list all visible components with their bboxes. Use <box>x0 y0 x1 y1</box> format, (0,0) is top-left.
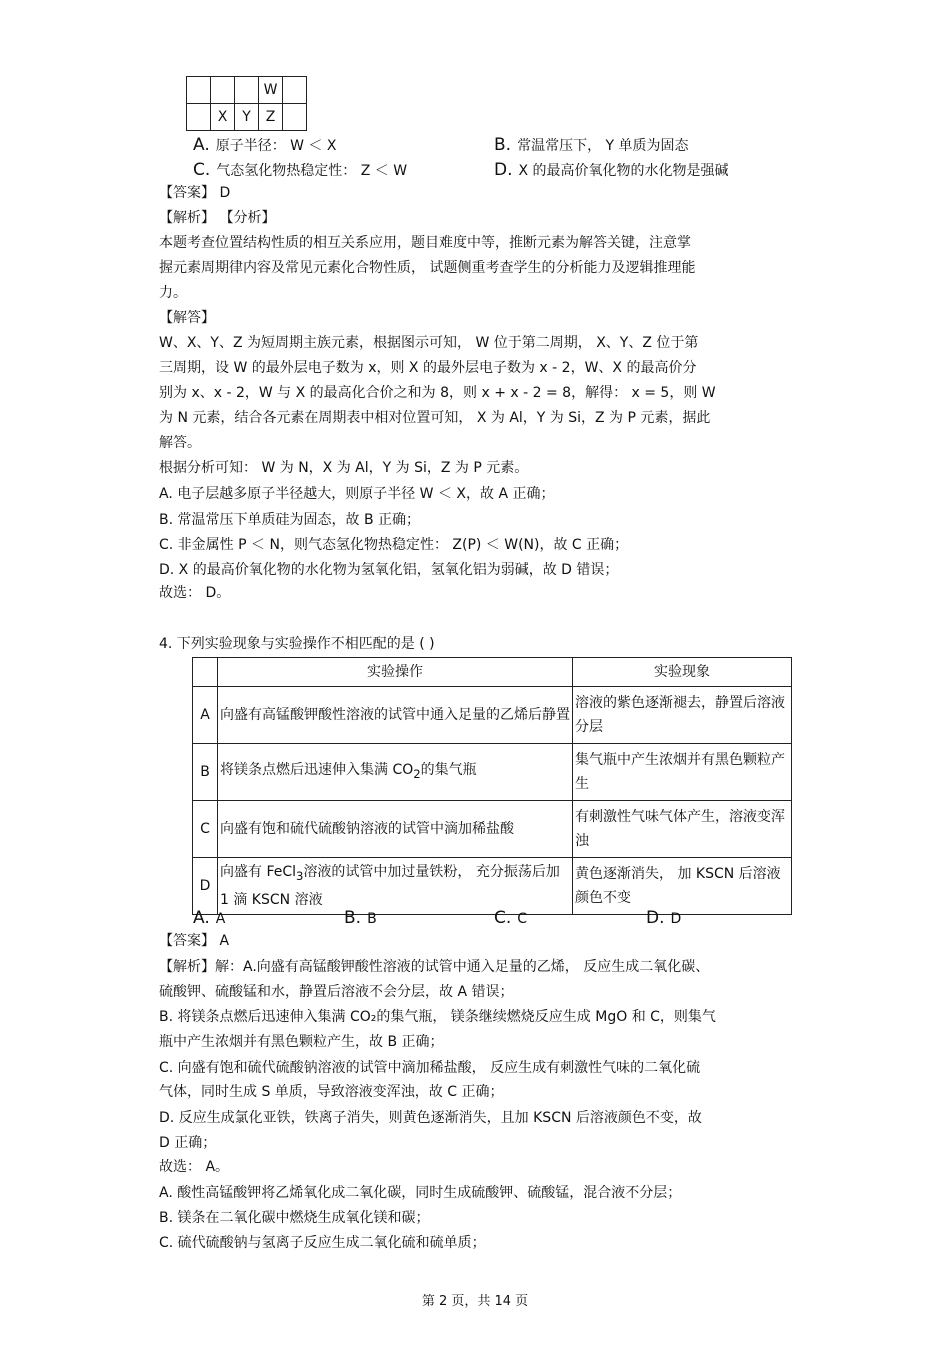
q3-line: D. X 的最高价氧化物的水化物为氢氧化铝，氢氧化铝为弱碱，故 D 错误； <box>159 562 619 578</box>
table-row <box>193 687 792 744</box>
q3-line: 握元素周期律内容及常见元素化合物性质， 试题侧重考查学生的分析能力及逻辑推理能 <box>159 260 696 276</box>
q3-option-c <box>193 160 407 181</box>
row-key: B <box>193 744 218 801</box>
option-text: X 的最高价氧化物的水化物是强碱 <box>518 163 729 179</box>
grid-cell: W <box>259 77 283 104</box>
operation-cell <box>218 858 573 915</box>
option-letter: C. <box>193 160 211 180</box>
q3-line: A. 电子层越多原子半径越大，则原子半径 W ＜ X，故 A 正确； <box>159 486 555 502</box>
q3-line: 【解答】 <box>159 310 215 326</box>
q4-line: C. 硫代硫酸钠与氢离子反应生成二氧化硫和硫单质； <box>159 1235 486 1251</box>
option-letter: B. <box>494 135 512 155</box>
table-row <box>193 801 792 858</box>
operation-cell: 向盛有饱和硫代硫酸钠溶液的试管中滴加稀盐酸 <box>218 801 573 858</box>
q3-analysis-head: 【解析】 【分析】 <box>159 210 276 226</box>
q4-answer: 【答案】 A <box>159 933 230 949</box>
option-letter: D. <box>494 160 513 180</box>
q3-line: 解答。 <box>159 435 201 451</box>
option-text: D <box>670 911 682 927</box>
table-row <box>193 858 792 915</box>
grid-cell <box>283 104 307 131</box>
experiment-table <box>192 657 792 915</box>
q4-line: 故选： A。 <box>159 1159 230 1175</box>
phenomenon-cell: 有刺激性气味气体产生，溶液变浑浊 <box>573 801 792 858</box>
subscript: 2 <box>413 766 421 781</box>
q4-option-a <box>193 908 225 929</box>
q3-option-d <box>494 160 729 181</box>
q4-line: C. 向盛有饱和硫代硫酸钠溶液的试管中滴加稀盐酸， 反应生成有刺激性气味的二氧化硫 <box>159 1060 701 1076</box>
q3-line: 根据分析可知： W 为 N，X 为 Al，Y 为 Si，Z 为 P 元素。 <box>159 460 529 476</box>
q4-line: A. 酸性高锰酸钾将乙烯氧化成二氧化碳，同时生成硫酸钾、硫酸锰，混合液不分层； <box>159 1185 682 1201</box>
grid-cell <box>283 77 307 104</box>
option-text: 气态氢化物热稳定性： Z ＜ W <box>216 163 408 179</box>
option-letter: B. <box>344 908 362 928</box>
q3-line: C. 非金属性 P ＜ N，则气态氢化物热稳定性： Z(P) ＜ W(N)，故 C 正确； <box>159 537 629 553</box>
q4-line: D 正确； <box>159 1135 217 1151</box>
option-letter: D. <box>646 908 665 928</box>
grid-cell <box>187 104 211 131</box>
grid-cell <box>211 77 235 104</box>
phenomenon-cell: 溶液的紫色逐渐褪去，静置后溶液分层 <box>573 687 792 744</box>
phenomenon-cell: 集气瓶中产生浓烟并有黑色颗粒产生 <box>573 744 792 801</box>
table-header-cell: 实验操作 <box>218 658 573 687</box>
q3-line: 故选： D。 <box>159 585 231 601</box>
q4-stem: 4. 下列实验现象与实验操作不相匹配的是 ( ) <box>159 636 435 652</box>
option-text: A <box>215 911 226 927</box>
q4-option-b <box>344 908 377 929</box>
grid-cell: Y <box>235 104 259 131</box>
grid-cell <box>235 77 259 104</box>
q4-line: D. 反应生成氯化亚铁，铁离子消失，则黄色逐渐消失，且加 KSCN 后溶液颜色不变，故 <box>159 1110 702 1126</box>
q4-option-d <box>646 908 681 929</box>
grid-cell <box>187 77 211 104</box>
operation-cell <box>218 744 573 801</box>
q4-line: B. 镁条在二氧化碳中燃烧生成氧化镁和碳； <box>159 1210 430 1226</box>
q3-line: 别为 x、x - 2，W 与 X 的最高化合价之和为 8，则 x + x - 2 = 8，解得： x = 5，则 W <box>159 385 716 401</box>
option-text: 原子半径： W ＜ X <box>215 138 337 154</box>
phenomenon-cell: 黄色逐渐消失， 加 KSCN 后溶液颜色不变 <box>573 858 792 915</box>
q3-line: W、X、Y、Z 为短周期主族元素，根据图示可知， W 位于第二周期， X、Y、Z 位于第 <box>159 335 699 351</box>
option-letter: A. <box>193 908 210 928</box>
option-text: 常温常压下， Y 单质为固态 <box>517 138 689 154</box>
q3-line: B. 常温常压下单质硅为固态，故 B 正确； <box>159 512 421 528</box>
row-key: D <box>193 858 218 915</box>
option-text: B <box>367 911 377 927</box>
operation-text: 将镁条点燃后迅速伸入集满 CO <box>220 762 414 779</box>
table-header-cell <box>193 658 218 687</box>
q4-line: 瓶中产生浓烟并有黑色颗粒产生，故 B 正确； <box>159 1034 444 1050</box>
periodic-table-fragment <box>186 76 307 131</box>
table-header-row <box>193 658 792 687</box>
operation-text: 的集气瓶 <box>420 762 477 779</box>
q3-line: 三周期，设 W 的最外层电子数为 x，则 X 的最外层电子数为 x - 2，W、X 的最高价分 <box>159 360 697 376</box>
q3-line: 本题考查位置结构性质的相互关系应用，题目难度中等，推断元素为解答关键，注意掌 <box>159 235 691 251</box>
q4-line: B. 将镁条点燃后迅速伸入集满 CO₂的集气瓶， 镁条继续燃烧反应生成 MgO 和 C，则集气 <box>159 1009 716 1025</box>
subscript: 3 <box>296 868 304 883</box>
option-letter: C. <box>494 908 512 928</box>
page-footer: 第 2 页，共 14 页 <box>421 1294 529 1309</box>
q3-line: 力。 <box>159 285 187 301</box>
q3-answer: 【答案】 D <box>159 185 231 201</box>
row-key: A <box>193 687 218 744</box>
table-header-cell: 实验现象 <box>573 658 792 687</box>
row-key: C <box>193 801 218 858</box>
q4-option-c <box>494 908 527 929</box>
operation-text: 溶液的试管中加过量铁粉， 充分振荡后加 1 滴 KSCN 溶液 <box>220 864 560 908</box>
q4-line: 【解析】解：A.向盛有高锰酸钾酸性溶液的试管中通入足量的乙烯， 反应生成二氧化碳、 <box>159 959 710 975</box>
option-letter: A. <box>193 135 210 155</box>
q4-line: 硫酸钾、硫酸锰和水，静置后溶液不会分层，故 A 错误； <box>159 984 514 1000</box>
option-text: C <box>517 911 528 927</box>
q3-option-b <box>494 135 689 156</box>
q3-line: 为 N 元素，结合各元素在周期表中相对位置可知， X 为 Al，Y 为 Si，Z 为 P 元素，据此 <box>159 410 711 426</box>
table-row <box>193 744 792 801</box>
grid-cell: X <box>211 104 235 131</box>
operation-text: 向盛有 FeCl <box>220 864 297 881</box>
grid-cell: Z <box>259 104 283 131</box>
operation-cell: 向盛有高锰酸钾酸性溶液的试管中通入足量的乙烯后静置 <box>218 687 573 744</box>
q3-option-a <box>193 135 337 156</box>
q4-line: 气体，同时生成 S 单质，导致溶液变浑浊，故 C 正确； <box>159 1084 504 1100</box>
